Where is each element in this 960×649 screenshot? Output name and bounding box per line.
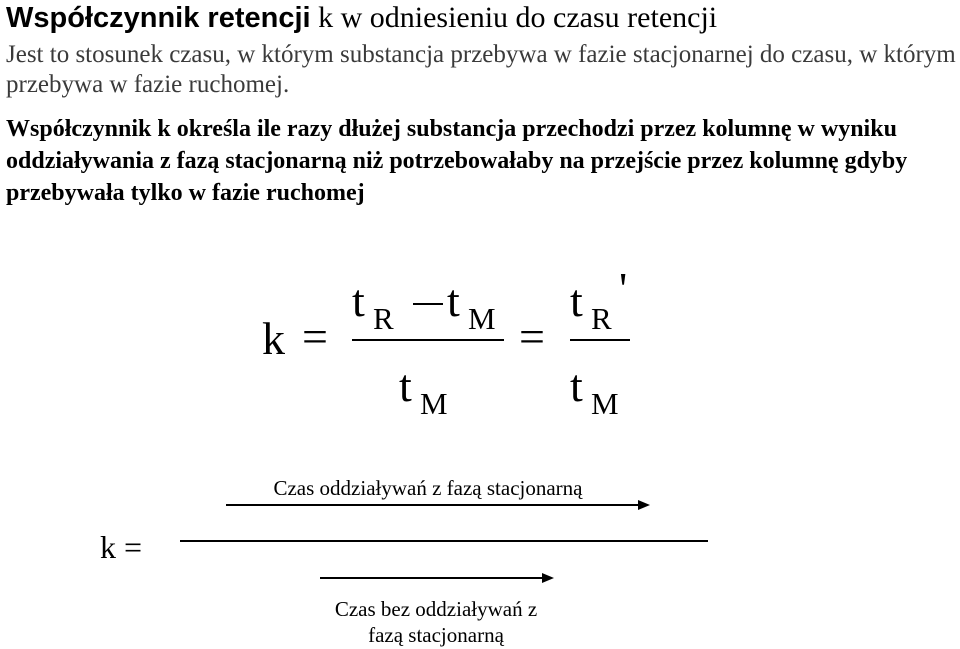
ratio-denominator-line1: Czas bez oddziaływań z: [334, 597, 538, 621]
formula-equals-1: =: [302, 311, 328, 362]
denominator-t-m-2: t: [570, 360, 583, 411]
minus-sign: [413, 303, 443, 305]
explanation-text: Współczynnik k określa ile razy dłużej substancja przechodzi przez kolumnę w wyniku oddziaływania z fazą stacjonarną niż potrzebowałaby na przejście przez kolumnę gdyby przebywała tylko w fazie ruchomej: [6, 116, 908, 206]
numerator-t-m: t: [447, 275, 460, 326]
ratio-fraction-bar: [180, 540, 708, 542]
denominator-sub-m-1: M: [420, 386, 448, 421]
numerator-arrow-head: [638, 500, 650, 510]
formula-equals-2: =: [519, 311, 545, 362]
denominator-arrow-line: [320, 577, 542, 579]
definition-text: Jest to stosunek czasu, w którym substancja przebywa w fazie stacjonarnej do czasu, w którym przebywa w fazie ruchomej.: [6, 41, 956, 98]
denominator-sub-m-2: M: [591, 386, 619, 421]
title-rest: k w odniesieniu do czasu retencji: [310, 1, 718, 34]
fraction-bar-1: [352, 339, 504, 341]
numerator-sub-m: M: [468, 301, 496, 336]
formula-k: k: [262, 313, 285, 364]
denominator-arrow-head: [542, 573, 554, 583]
numerator-sub-r: R: [373, 301, 394, 336]
prime-mark: ': [619, 263, 628, 314]
title-strong: Współczynnik retencji: [6, 2, 311, 34]
numerator-sub-r-2: R: [591, 301, 612, 336]
ratio-denominator-line2: fazą stacjonarną: [368, 623, 504, 647]
ratio-k-label: k =: [100, 529, 143, 565]
denominator-t-m-1: t: [399, 360, 412, 411]
page-title: [6, 0, 717, 36]
numerator-t-r: t: [352, 275, 365, 326]
fraction-bar-2: [570, 339, 630, 341]
ratio-numerator-text: Czas oddziaływań z fazą stacjonarną: [273, 476, 583, 500]
numerator-arrow-line: [226, 504, 638, 506]
numerator-t-r-prime: t: [570, 275, 583, 326]
